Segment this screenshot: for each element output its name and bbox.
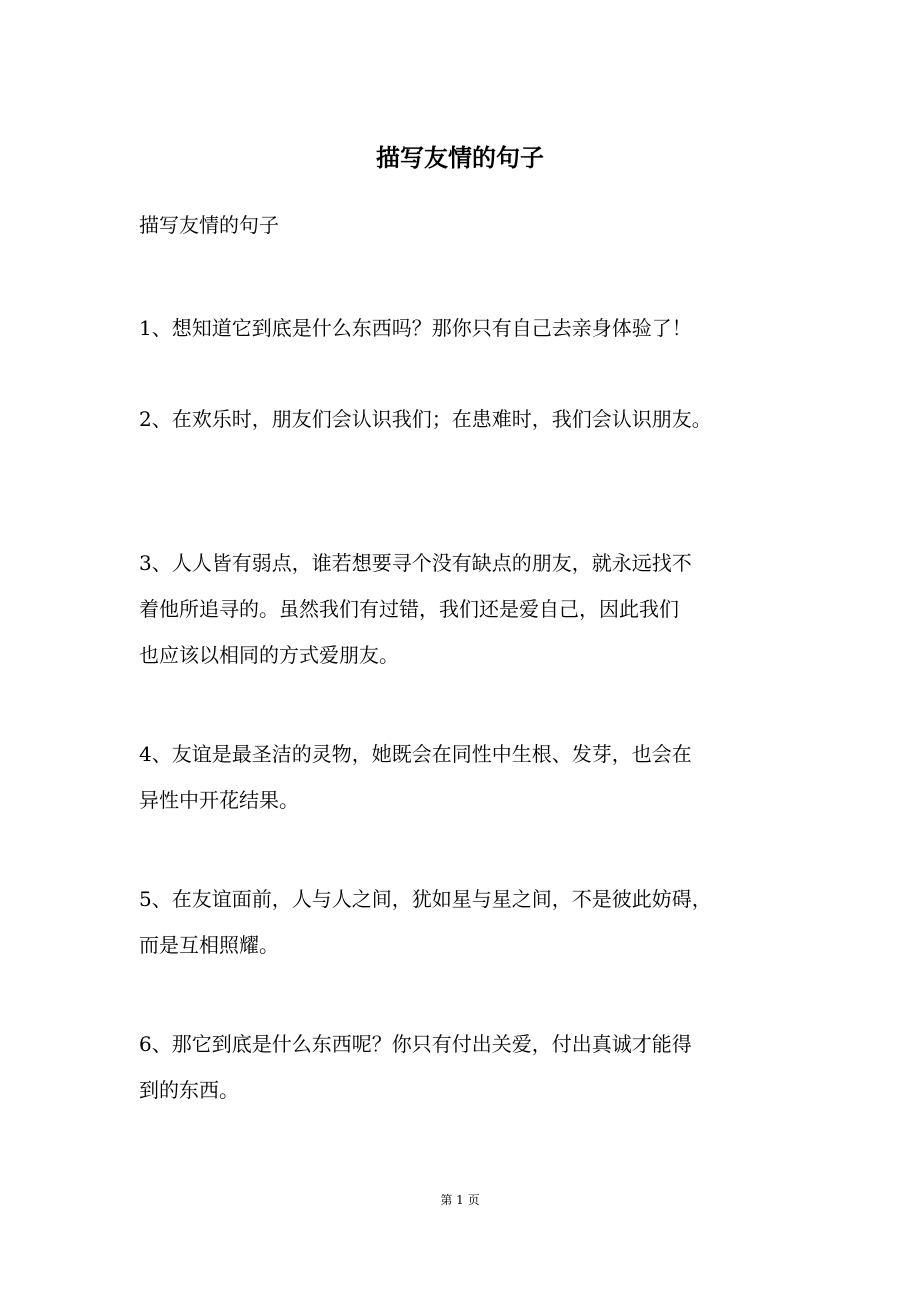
paragraph-line: 6、那它到底是什么东西呢？你只有付出关爱，付出真诚才能得 [139,1032,692,1056]
paragraph-3 [139,540,804,678]
paragraph-line: 而是互相照耀。 [139,933,279,957]
paragraph-line: 着他所追寻的。虽然我们有过错，我们还是爱自己，因此我们 [139,597,679,621]
paragraph-1 [139,305,804,351]
paragraph-6 [139,1021,804,1113]
paragraph-line: 1、想知道它到底是什么东西吗？那你只有自己去亲身体验了！ [139,316,692,340]
paragraph-line: 异性中开花结果。 [139,788,299,812]
subtitle: 描写友情的句子 [139,213,279,237]
paragraph-2 [139,396,804,442]
paragraph-line: 4、友谊是最圣洁的灵物，她既会在同性中生根、发芽，也会在 [139,742,692,766]
paragraph-line: 5、在友谊面前，人与人之间，犹如星与星之间，不是彼此妨碍， [139,887,712,911]
paragraph-4 [139,731,804,823]
paragraph-line: 到的东西。 [139,1078,239,1102]
paragraph-line: 3、人人皆有弱点，谁若想要寻个没有缺点的朋友，就永远找不 [139,551,692,575]
page-title: 描写友情的句子 [376,144,544,172]
paragraph-line: 2、在欢乐时，朋友们会认识我们；在患难时，我们会认识朋友。 [139,407,712,431]
page-number: 第 1 页 [440,1193,480,1207]
paragraph-5 [139,876,804,968]
paragraph-line: 也应该以相同的方式爱朋友。 [139,643,399,667]
